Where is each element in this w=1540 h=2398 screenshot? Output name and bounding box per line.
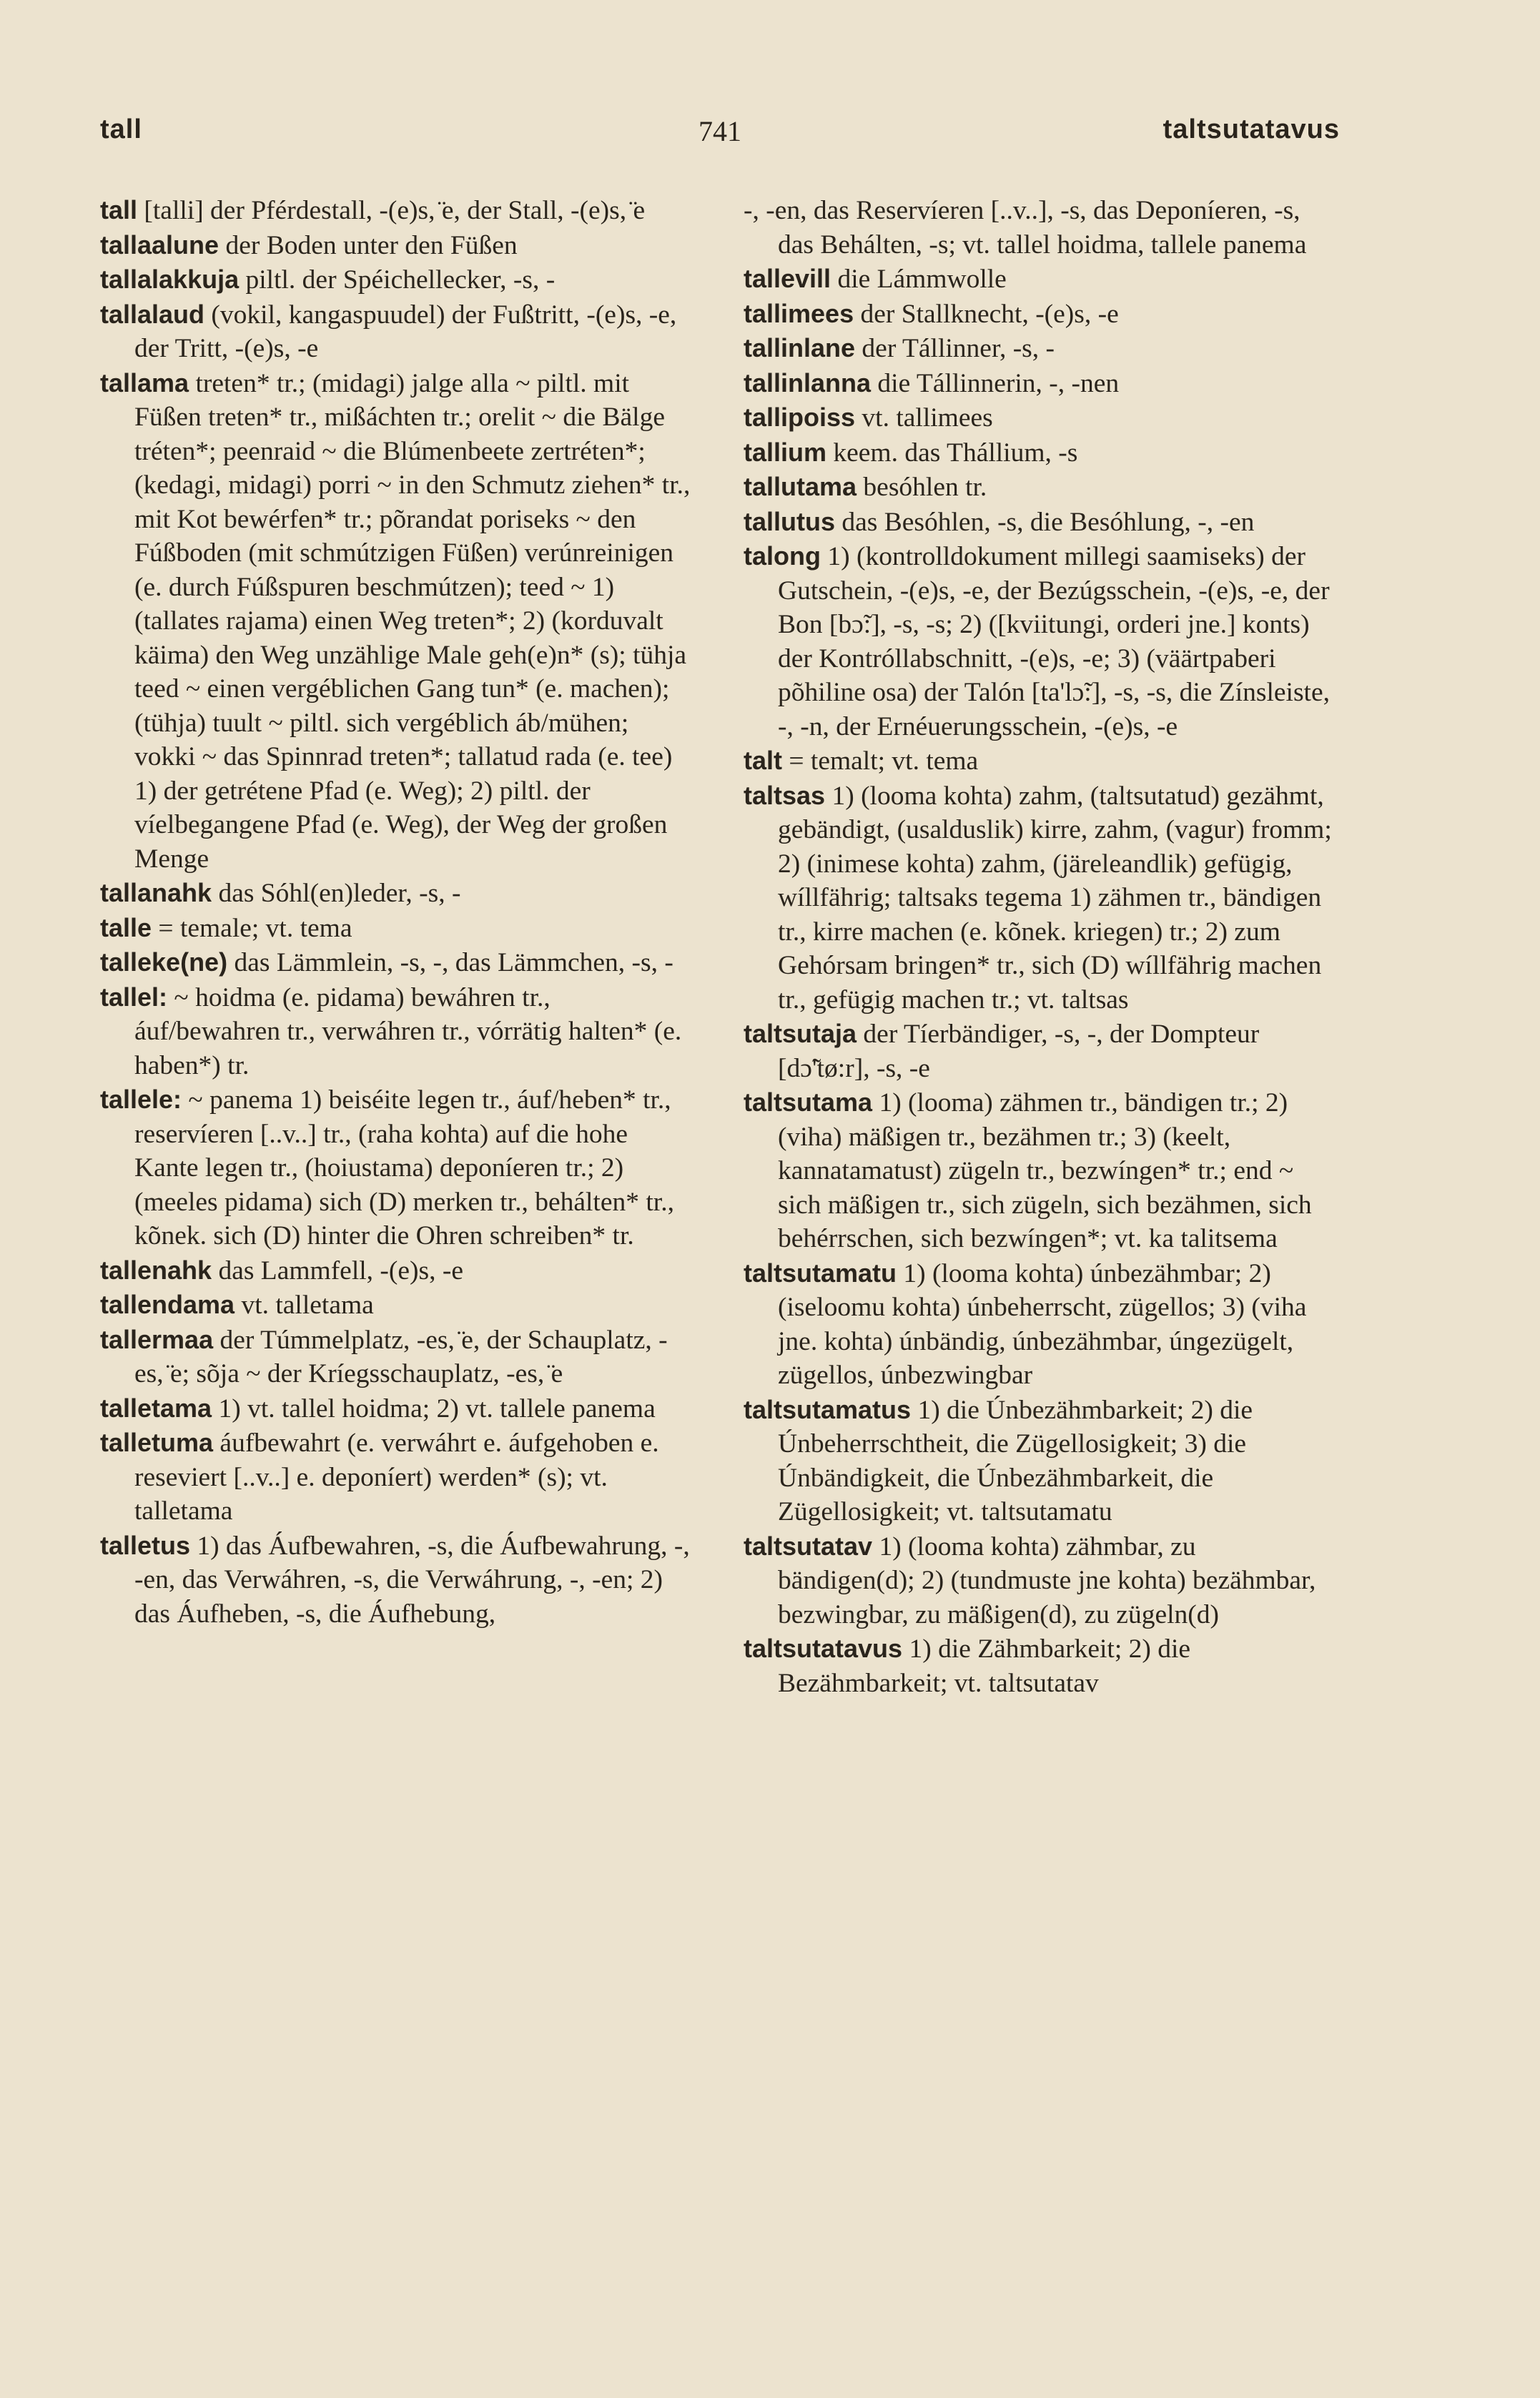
entry-definition: ~ panema 1) beiséite legen tr., áuf/heben* tr., reservíeren [..v..] tr., (raha kohta) auf die hohe Kante legen tr., (hoiustama) deponíeren tr.; 2) (meeles pidama) sich (D) merken tr., behálten* tr., kõnek. sich (D) hinter die Ohren schreiben* tr. <box>134 1085 674 1250</box>
entry-headword: taltsutamatu <box>744 1258 897 1288</box>
entry-headword: tallutama <box>744 472 857 501</box>
entry-headword: taltsutatavus <box>744 1634 903 1663</box>
entry-headword: talle <box>100 912 152 942</box>
entry-definition: der Stallknecht, -(e)s, -e <box>854 299 1119 329</box>
entry-definition: keem. das Thállium, -s <box>826 438 1078 468</box>
entry-definition: [talli] der Pférdestall, -(e)s, ̈e, der Stall, -(e)s, ̈e <box>137 196 646 225</box>
entry-headword: tallanahk <box>100 878 212 907</box>
entry-headword: tallium <box>744 437 827 467</box>
entry-definition: das Sóhl(en)leder, -s, - <box>212 879 461 908</box>
entry-definition: 1) die Únbezähmbarkeit; 2) die Únbeherrschtheit, die Zügellosigkeit; 3) die Únbändigkeit, die Únbezähmbarkeit, die Zügellosigkeit; vt. taltsutamatu <box>778 1395 1253 1526</box>
entry-headword: taltsutamatus <box>744 1394 912 1424</box>
dictionary-entry <box>100 876 694 911</box>
dictionary-entry <box>744 1085 1337 1256</box>
dictionary-entry <box>744 539 1337 744</box>
entry-definition: der Túmmelplatz, -es, ̈e, der Schauplatz, -es, ̈e; sõja ~ der Kríegsschauplatz, -es, ̈e <box>134 1325 668 1388</box>
entry-headword: taltsutatav <box>744 1531 873 1561</box>
entry-definition: 1) das Áufbewahren, -s, die Áufbewahrung, -, -en, das Verwáhren, -s, die Verwáhrung, -, -en; 2) das Áufheben, -s, die Áufhebung, <box>134 1531 690 1629</box>
entry-definition: -, -en, das Reservíeren [..v..], -s, das Deponíeren, -s, das Behálten, -s; vt. tallel hoidma, tallele panema <box>744 196 1307 260</box>
entry-headword: tallele: <box>100 1085 182 1114</box>
dictionary-entry <box>744 1017 1337 1085</box>
entry-headword: tallevill <box>744 264 831 293</box>
entry-headword: talletama <box>100 1393 212 1423</box>
entry-headword: tallenahk <box>100 1255 212 1285</box>
entry-headword: talletus <box>100 1530 191 1560</box>
page-header <box>100 114 1340 157</box>
dictionary-entry <box>100 1529 694 1632</box>
dictionary-entry <box>100 366 694 877</box>
dictionary-entry <box>100 945 694 980</box>
dictionary-entry <box>744 505 1337 540</box>
dictionary-entry <box>100 1288 694 1323</box>
dictionary-entry <box>744 297 1337 332</box>
entry-definition: der Tíerbändiger, -s, -, der Dompteur [dɔ̃'tø:r], -s, -e <box>778 1020 1260 1083</box>
dictionary-entry <box>744 779 1337 1017</box>
entry-definition: vt. tallimees <box>855 403 993 433</box>
dictionary-entry <box>744 1632 1337 1700</box>
dictionary-entry <box>744 366 1337 401</box>
dictionary-entry <box>100 1082 694 1253</box>
entry-headword: tallipoiss <box>744 403 856 432</box>
dictionary-entry <box>744 331 1337 366</box>
entry-headword: tallutus <box>744 506 836 536</box>
entry-headword: talt <box>744 746 782 775</box>
entry-definition: 1) (looma kohta) zahm, (taltsutatud) gezähmt, gebändigt, (usalduslik) kirre, zahm, (vagur) fromm; 2) (inimese kohta) zahm, (järeleandlik) gefügig, wíllfährig; taltsaks tegema 1) zähmen tr., bändigen tr., kirre machen (e. kõnek. kriegen) tr.; 2) zum Gehórsam bringen* tr., sich (D) wíllfährig machen tr., gefügig machen tr.; vt. taltsas <box>778 781 1332 1015</box>
entry-headword: tallendama <box>100 1290 235 1319</box>
dictionary-entry <box>744 400 1337 435</box>
dictionary-entry <box>744 1256 1337 1393</box>
entry-headword: taltsutaja <box>744 1019 857 1048</box>
entry-definition: áufbewahrt (e. verwáhrt e. áufgehoben e. reseviert [..v..] e. deponíert) werden* (s); vt. talletama <box>134 1429 659 1526</box>
entry-definition: das Lämmlein, -s, -, das Lämmchen, -s, - <box>227 948 673 977</box>
dictionary-entry <box>100 1323 694 1391</box>
right-column <box>744 193 1337 1700</box>
entry-headword: talletuma <box>100 1428 214 1457</box>
dictionary-entry <box>744 193 1337 262</box>
dictionary-entry <box>744 1529 1337 1632</box>
dictionary-entry <box>100 262 694 297</box>
entry-definition: der Boden unter den Füßen <box>219 230 518 260</box>
entry-headword: taltsas <box>744 780 826 810</box>
entry-definition: treten* tr.; (midagi) jalge alla ~ piltl. mit Füßen treten* tr., mißáchten tr.; orelit ~ die Bälge tréten*; peenraid ~ die Blúmenbeete zertréten*; (kedagi, midagi) porri ~ in den Schmutz ziehen* tr., mit Kot bewérfen* tr.; põrandat poriseks ~ den Fúßboden (mit schmútzigen Füßen) verúnreinigen (e. durch Fúßspuren beschmútzen); teed ~ 1) (tallates rajama) einen Weg treten*; 2) (korduvalt käima) den Weg unzählige Male geh(e)n* (s); tühja teed ~ einen vergéblichen Gang tun* (e. machen); (tühja) tuult ~ piltl. sich vergéblich áb/mühen; vokki ~ das Spinnrad treten*; tallatud rada (e. tee) 1) der getrétene Pfad (e. Weg); 2) piltl. der víelbegangene Pfad (e. Weg), der Weg der großen Menge <box>134 368 691 874</box>
entry-definition: 1) (looma kohta) únbezähmbar; 2) (iseloomu kohta) únbeherrscht, zügellos; 3) (viha jne. kohta) únbändig, únbezähmbar, úngezügelt, zügellos, únbezwingbar <box>778 1258 1307 1390</box>
dictionary-entry <box>100 297 694 366</box>
entry-headword: tallaalune <box>100 230 219 260</box>
entry-definition: der Tállinner, -s, - <box>855 334 1055 363</box>
entry-definition: 1) (looma kohta) zähmbar, zu bändigen(d); 2) (tundmuste jne kohta) bezähmbar, bezwingbar, zu mäßigen(d), zu zügeln(d) <box>778 1531 1316 1629</box>
left-column <box>100 193 694 1631</box>
dictionary-entry <box>744 470 1337 505</box>
entry-definition: vt. talletama <box>235 1291 374 1320</box>
entry-headword: tallimees <box>744 298 854 328</box>
entry-headword: tallel: <box>100 982 168 1012</box>
dictionary-entry <box>100 980 694 1083</box>
dictionary-entry <box>100 911 694 946</box>
entry-definition: ~ hoidma (e. pidama) bewáhren tr., áuf/bewahren tr., verwáhren tr., vórrätig halten* (e. haben*) tr. <box>134 982 682 1080</box>
dictionary-entry <box>100 228 694 263</box>
dictionary-entry <box>100 1253 694 1288</box>
entry-headword: tallalaud <box>100 299 205 329</box>
entry-headword: tallinlane <box>744 333 856 362</box>
dictionary-entry <box>744 435 1337 470</box>
entry-headword: tallalakkuja <box>100 265 240 294</box>
entry-definition: 1) (looma) zähmen tr., bändigen tr.; 2) (viha) mäßigen tr., bezähmen tr.; 3) (keelt, kannatamatust) zügeln tr., bezwíngen* tr.; end ~ sich mäßigen tr., sich zügeln, sich bezähmen, sich behérrschen, sich bezwíngen*; vt. ka talitsema <box>778 1088 1312 1253</box>
page-number: 741 <box>699 115 741 147</box>
entry-definition: die Lámmwolle <box>831 265 1007 294</box>
entry-headword: tall <box>100 195 138 224</box>
dictionary-entry <box>744 1393 1337 1529</box>
header-first-word: tall <box>100 114 142 144</box>
entry-definition: 1) (kontrolldokument millegi saamiseks) der Gutschein, -(e)s, -e, der Bezúgsschein, -(e)s, -e, der Bon [bɔ̃:], -s, -s; 2) ([kviitungi, orderi jne.] konts) der Kontróllabschnitt, -(e)s, -e; 3) (väärtpaberi põhiline osa) der Talón [ta'lɔ̃:], -s, -s, die Zínsleiste, -, -n, der Ernéuerungsschein, -(e)s, -e <box>778 542 1330 741</box>
entry-definition: besóhlen tr. <box>857 473 987 502</box>
entry-headword: talong <box>744 541 821 571</box>
dictionary-entry <box>744 744 1337 779</box>
dictionary-entry <box>100 193 694 228</box>
entry-definition: = temale; vt. tema <box>152 913 352 943</box>
entry-headword: tallinlanna <box>744 367 872 398</box>
header-last-word: taltsutatavus <box>1163 114 1340 144</box>
entry-definition: 1) vt. tallel hoidma; 2) vt. tallele panema <box>212 1393 656 1423</box>
entry-definition: 1) die Zähmbarkeit; 2) die Bezähmbarkeit; vt. taltsutatav <box>778 1634 1191 1698</box>
entry-headword: talleke(ne) <box>100 947 228 977</box>
dictionary-entry <box>744 262 1337 297</box>
entry-headword: tallama <box>100 367 189 398</box>
entry-definition: piltl. der Spéichellecker, -s, - <box>239 265 556 295</box>
entry-definition: (vokil, kangaspuudel) der Fußtritt, -(e)s, -e, der Tritt, -(e)s, -e <box>134 300 677 363</box>
dictionary-entry <box>100 1391 694 1426</box>
entry-headword: tallermaa <box>100 1324 214 1354</box>
entry-definition: das Besóhlen, -s, die Besóhlung, -, -en <box>835 507 1255 537</box>
entry-headword: taltsutama <box>744 1087 873 1117</box>
entry-definition: die Tállinnerin, -, -nen <box>871 368 1120 398</box>
entry-definition: = temalt; vt. tema <box>782 746 979 776</box>
dictionary-entry <box>100 1426 694 1529</box>
entry-definition: das Lammfell, -(e)s, -e <box>212 1255 463 1286</box>
